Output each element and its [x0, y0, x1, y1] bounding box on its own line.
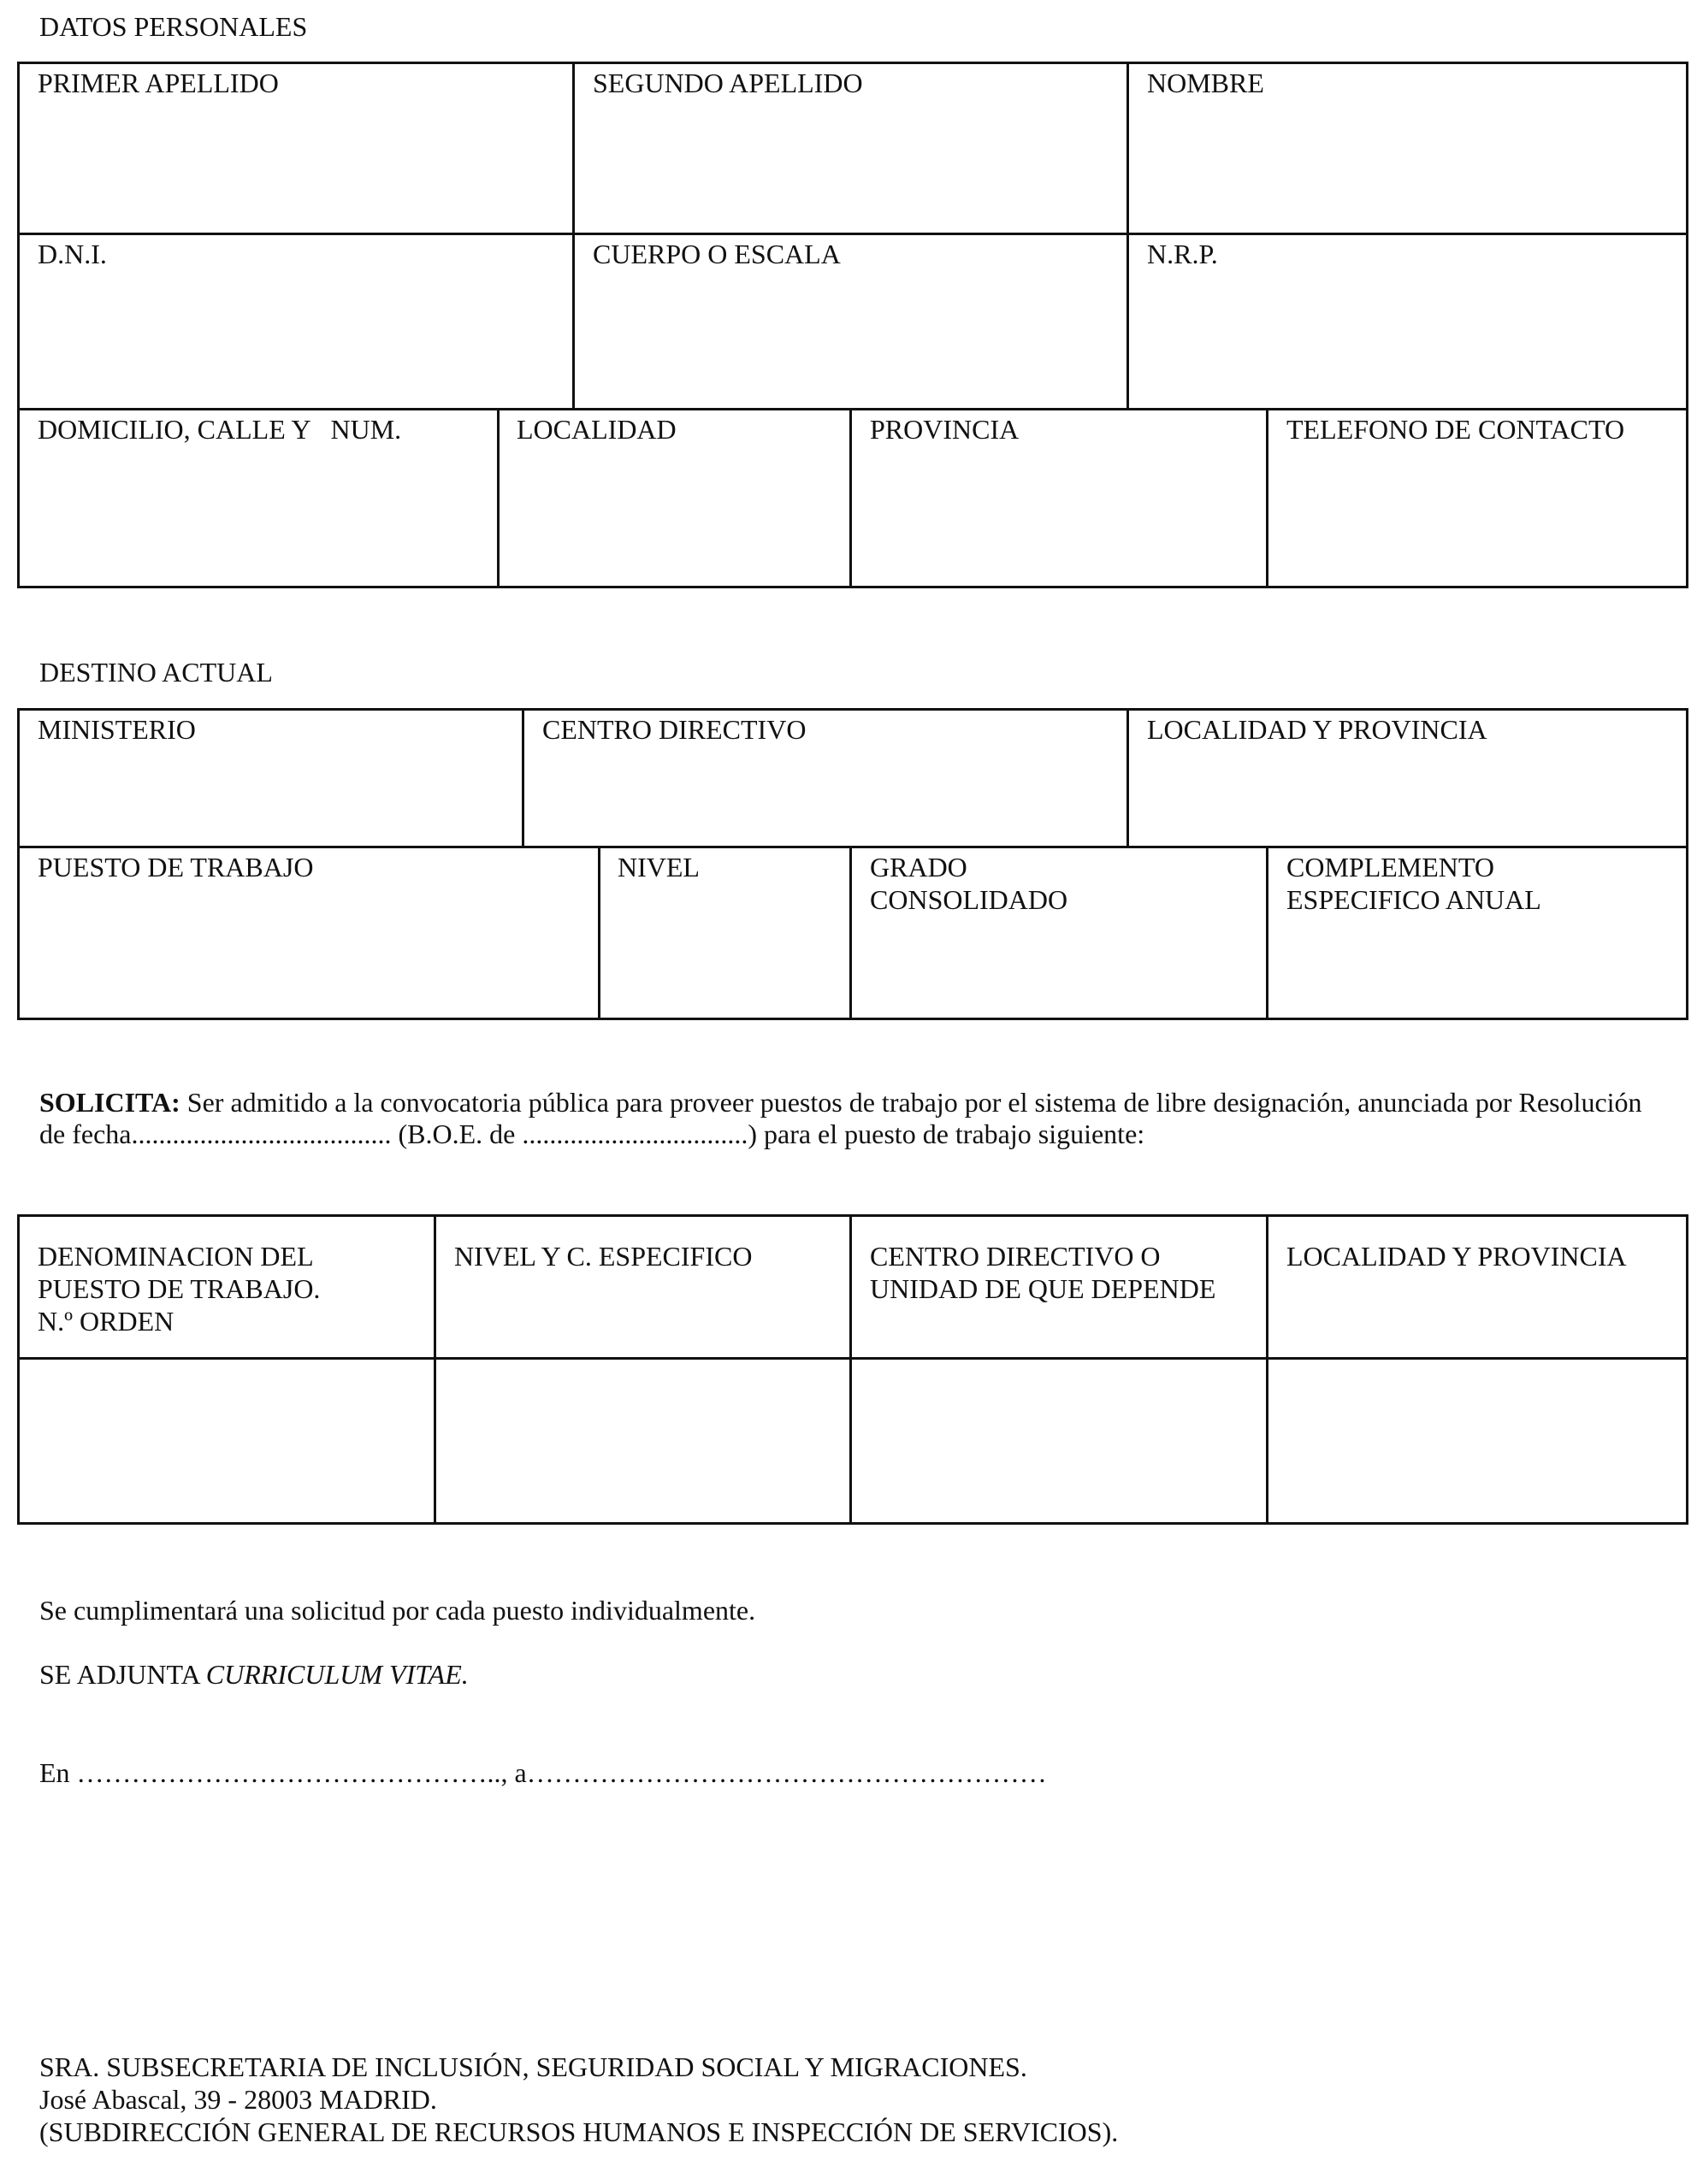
table-divider — [1126, 62, 1129, 408]
table-divider — [572, 62, 575, 408]
addressee-line-3: (SUBDIRECCIÓN GENERAL DE RECURSOS HUMANOS E INSPECCIÓN DE SERVICIOS). — [39, 2116, 1119, 2147]
field-label-primer-apellido: PRIMER APELLIDO — [38, 68, 279, 98]
field-label-centro-directivo: CENTRO DIRECTIVO — [542, 714, 807, 745]
field-label-localidad-provincia: LOCALIDAD Y PROVINCIA — [1147, 714, 1487, 745]
solicita-text: Ser admitido a la convocatoria pública para proveer puestos de trabajo por el sistema de libre designación, anunciada por Resolución — [180, 1087, 1642, 1118]
field-label-provincia: PROVINCIA — [870, 414, 1020, 445]
field-label-domicilio: DOMICILIO, CALLE Y NUM. — [38, 414, 402, 445]
column-header-localidad-provincia: LOCALIDAD Y PROVINCIA — [1286, 1241, 1627, 1272]
field-label-complemento-especifico: COMPLEMENTO ESPECIFICO ANUAL — [1286, 852, 1541, 915]
field-label-segundo-apellido: SEGUNDO APELLIDO — [593, 68, 863, 98]
column-header-nivel-especifico: NIVEL Y C. ESPECIFICO — [454, 1241, 753, 1272]
place-date-line: En ……………………………………….., a………………………………………………… — [39, 1757, 1047, 1788]
addressee-line-2: José Abascal, 39 - 28003 MADRID. — [39, 2084, 437, 2115]
field-label-grado-consolidado: GRADO CONSOLIDADO — [870, 852, 1068, 915]
table-divider — [522, 708, 524, 846]
table-divider — [1266, 1214, 1268, 1525]
table-divider — [17, 233, 1688, 235]
field-label-telefono: TELEFONO DE CONTACTO — [1286, 414, 1625, 445]
section-heading-destino-actual: DESTINO ACTUAL — [39, 657, 273, 688]
solicita-line-2: de fecha...................................... (B.O.E. de .................................) para el puesto de trabajo siguiente: — [39, 1119, 1145, 1149]
solicita-label: SOLICITA: — [39, 1087, 180, 1118]
column-header-centro-directivo: CENTRO DIRECTIVO O UNIDAD DE QUE DEPENDE — [870, 1241, 1216, 1304]
field-label-cuerpo-escala: CUERPO O ESCALA — [593, 239, 841, 269]
table-divider — [17, 1357, 1688, 1360]
table-divider — [497, 408, 500, 588]
column-header-denominacion: DENOMINACION DEL PUESTO DE TRABAJO. N.º ORDEN — [38, 1241, 321, 1337]
adjunta-curriculum: CURRICULUM VITAE. — [205, 1659, 469, 1690]
field-label-nrp: N.R.P. — [1147, 239, 1218, 269]
table-divider — [849, 846, 852, 1020]
field-label-nivel: NIVEL — [618, 852, 700, 882]
table-divider — [849, 408, 852, 588]
note-adjunta — [39, 1658, 469, 1691]
table-divider — [849, 1214, 852, 1525]
field-label-ministerio: MINISTERIO — [38, 714, 196, 745]
table-divider — [434, 1214, 436, 1525]
table-divider — [598, 846, 600, 1020]
field-label-localidad: LOCALIDAD — [517, 414, 677, 445]
table-divider — [1266, 408, 1268, 588]
addressee-line-1: SRA. SUBSECRETARIA DE INCLUSIÓN, SEGURIDAD SOCIAL Y MIGRACIONES. — [39, 2051, 1027, 2082]
table-divider — [17, 408, 1688, 410]
field-label-puesto-trabajo: PUESTO DE TRABAJO — [38, 852, 314, 882]
field-label-nombre: NOMBRE — [1147, 68, 1264, 98]
field-label-dni: D.N.I. — [38, 239, 107, 269]
table-divider — [17, 846, 1688, 848]
solicita-line-1 — [39, 1086, 1703, 1119]
note-one-request: Se cumplimentará una solicitud por cada puesto individualmente. — [39, 1595, 756, 1626]
datos-personales-table — [17, 62, 1688, 588]
table-divider — [1266, 846, 1268, 1020]
adjunta-prefix: SE ADJUNTA — [39, 1659, 206, 1690]
section-heading-datos-personales: DATOS PERSONALES — [39, 11, 308, 42]
table-divider — [1126, 708, 1129, 846]
